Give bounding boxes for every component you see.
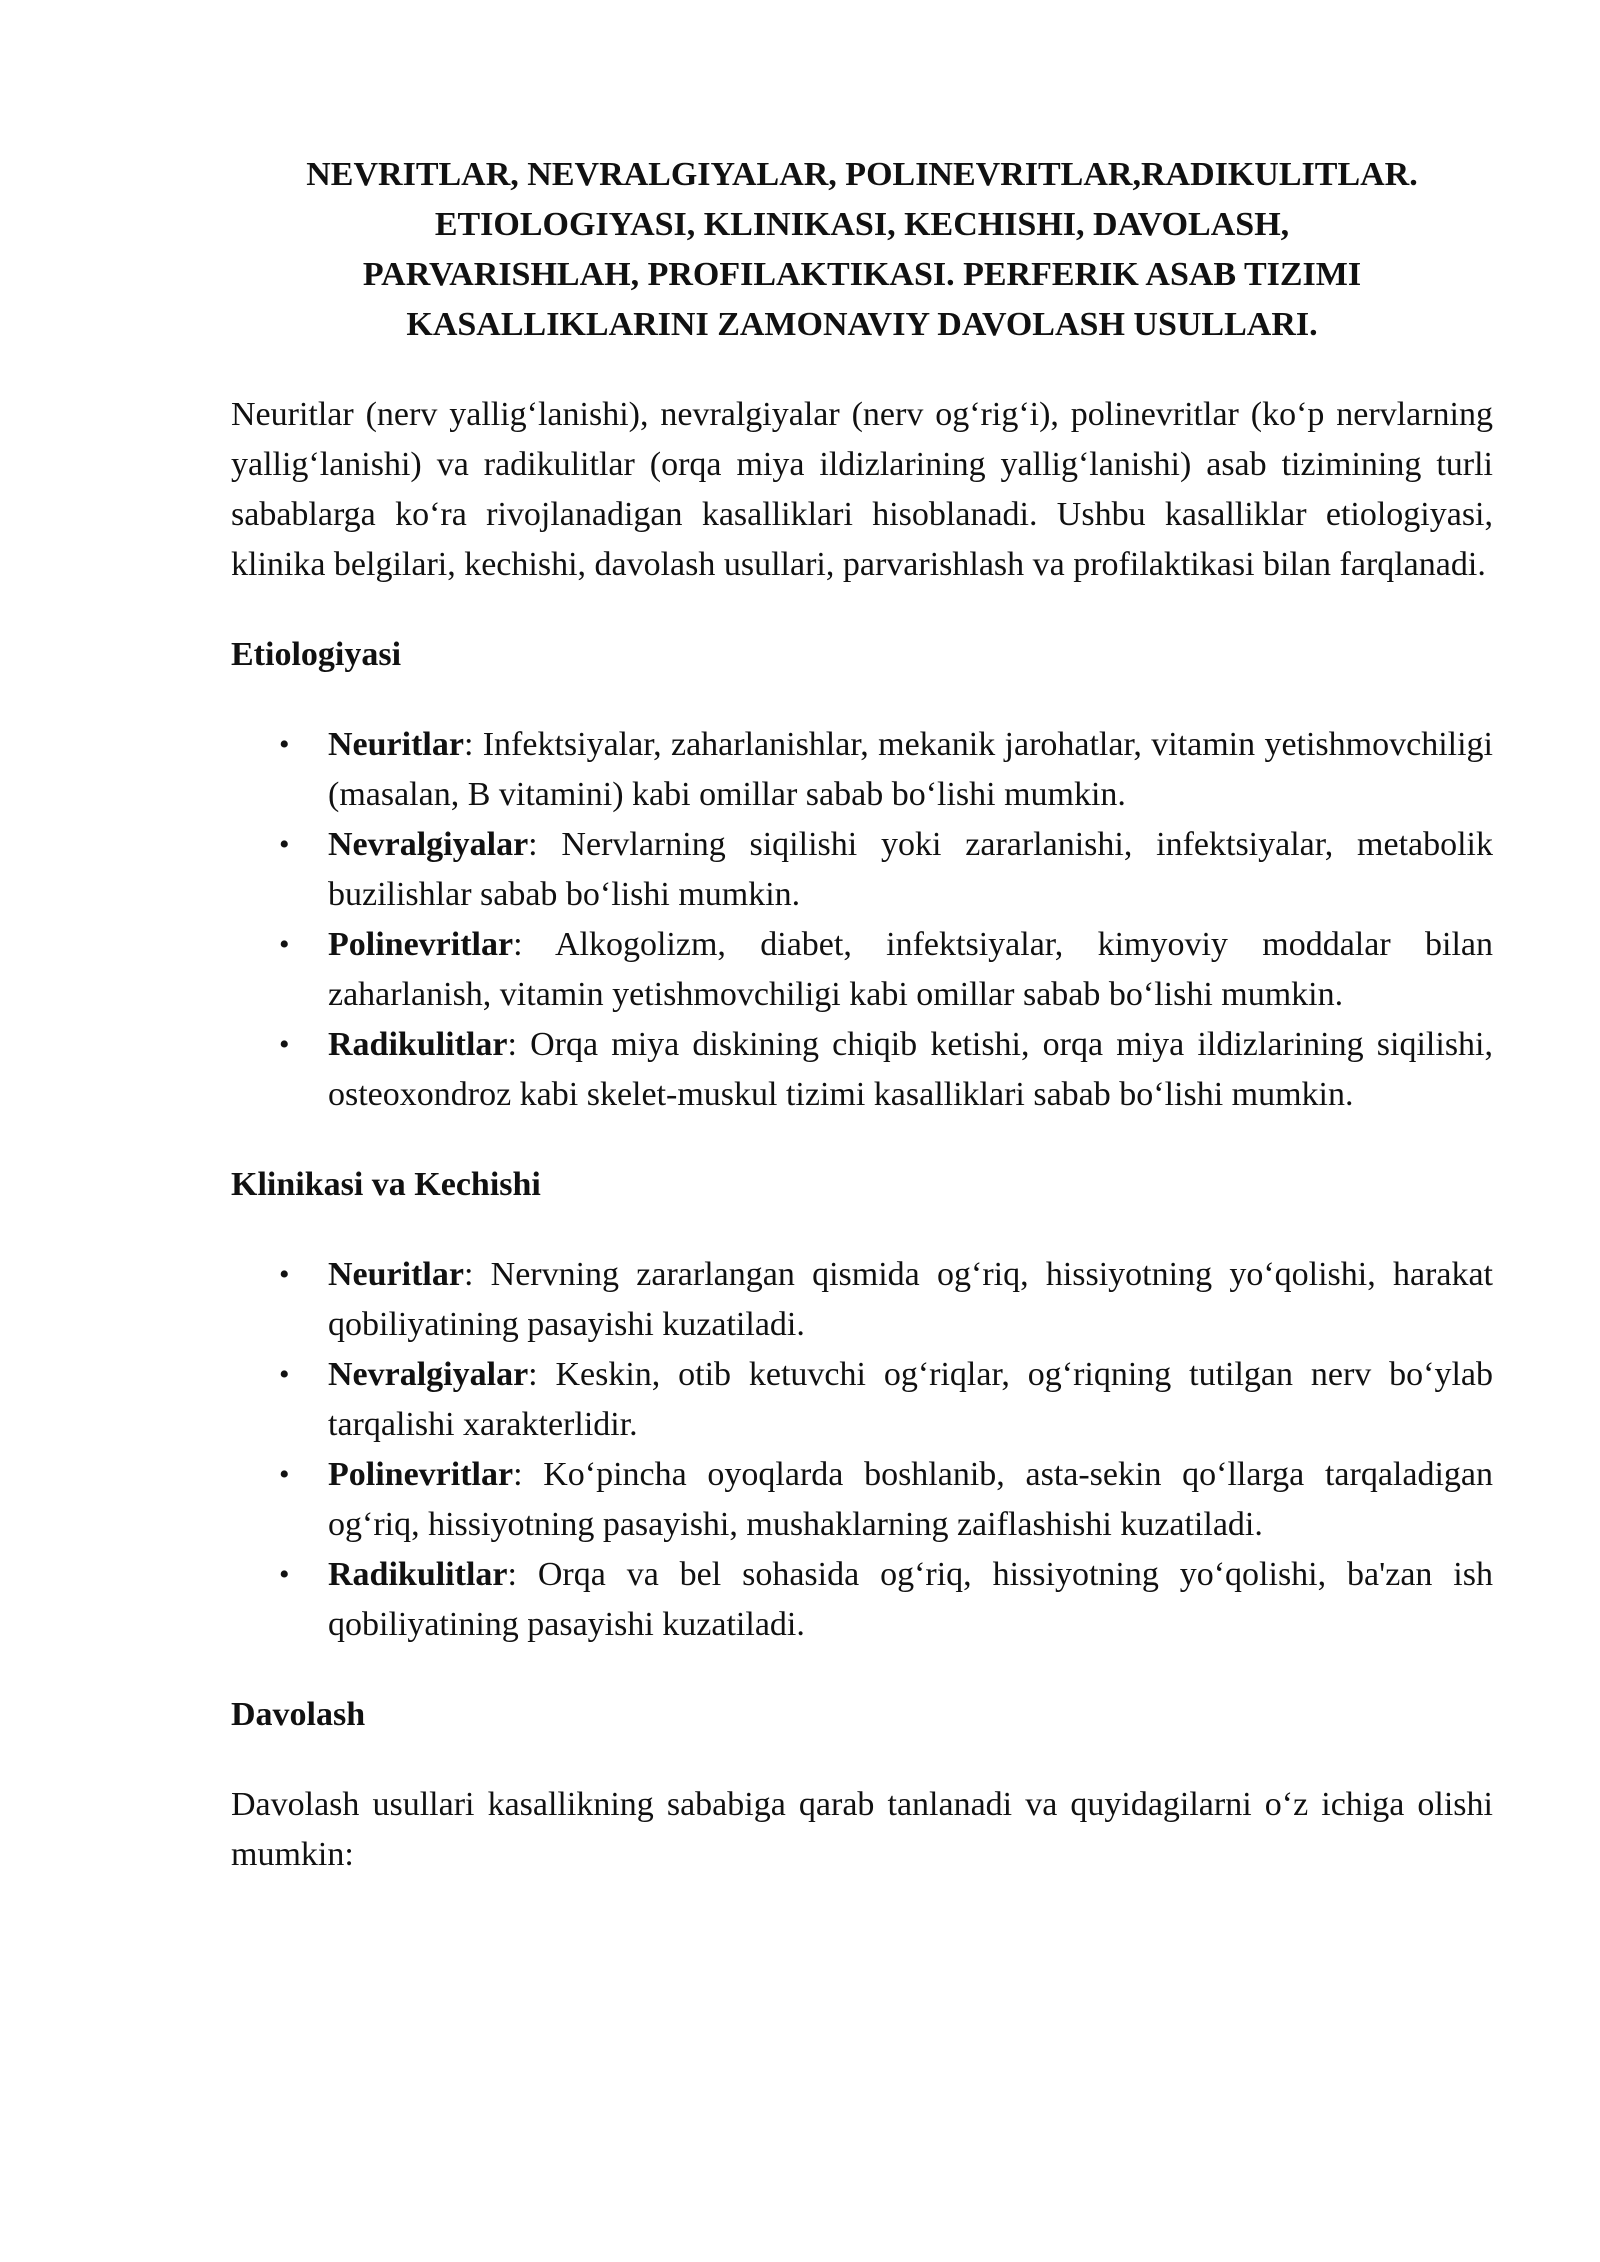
list-item xyxy=(231,1250,1493,1350)
document-title xyxy=(262,150,1462,350)
item-text: : Nervning zararlangan qismida og‘riq, hissiyotning yo‘qolishi, harakat qobiliyatining pasayishi kuzatiladi. xyxy=(328,1256,1493,1343)
item-text: : Orqa miya diskining chiqib ketishi, orqa miya ildizlarining siqilishi, osteoxondroz kabi skelet-muskul tizimi kasalliklari sabab bo‘lishi mumkin. xyxy=(328,1026,1493,1113)
title-line: PARVARISHLAH, PROFILAKTIKASI. PERFERIK ASAB TIZIMI xyxy=(362,256,1362,293)
etiology-heading: Etiologiyasi xyxy=(231,636,402,673)
bullet-icon: • xyxy=(279,1458,290,1491)
list-item xyxy=(231,720,1493,820)
document-page xyxy=(231,150,1493,1880)
intro-paragraph: Neuritlar (nerv yallig‘lanishi), nevralgiyalar (nerv og‘rig‘i), polinevritlar (ko‘p nervlarning yallig‘lanishi) va radikulitlar (orqa miya ildizlarining yallig‘lanishi) asab tizimining turli sabablarga ko‘ra rivojlanadigan kasalliklari hisoblanadi. Ushbu kasalliklar etiologiyasi, klinika belgilari, kechishi, davolash usullari, parvarishlash va profilaktikasi bilan farqlanadi. xyxy=(231,396,1493,583)
clinic-heading: Klinikasi va Kechishi xyxy=(231,1166,541,1203)
bullet-icon: • xyxy=(279,1358,290,1391)
item-text: : Keskin, otib ketuvchi og‘riqlar, og‘riqning tutilgan nerv bo‘ylab tarqalishi xarakterlidir. xyxy=(328,1356,1493,1443)
list-item xyxy=(231,1350,1493,1450)
list-item xyxy=(231,1020,1493,1120)
item-term: Polinevritlar xyxy=(328,926,514,963)
item-text: : Infektsiyalar, zaharlanishlar, mekanik jarohatlar, vitamin yetishmovchiligi (masalan, B vitamini) kabi omillar sabab bo‘lishi mumkin. xyxy=(328,726,1493,813)
item-term: Polinevritlar xyxy=(328,1456,514,1493)
bullet-icon: • xyxy=(279,928,290,961)
item-term: Radikulitlar xyxy=(328,1026,508,1063)
clinic-list xyxy=(231,1250,1493,1650)
item-text: : Nervlarning siqilishi yoki zararlanishi, infektsiyalar, metabolik buzilishlar sabab bo‘lishi mumkin. xyxy=(328,826,1493,913)
treatment-heading: Davolash xyxy=(231,1696,366,1733)
list-item xyxy=(231,820,1493,920)
item-text: : Alkogolizm, diabet, infektsiyalar, kimyoviy moddalar bilan zaharlanish, vitamin yetishmovchiligi kabi omillar sabab bo‘lishi mumkin. xyxy=(328,926,1493,1013)
item-term: Nevralgiyalar xyxy=(328,1356,529,1393)
bullet-icon: • xyxy=(279,1258,290,1291)
list-item xyxy=(231,1450,1493,1550)
item-term: Radikulitlar xyxy=(328,1556,508,1593)
treatment-paragraph: Davolash usullari kasallikning sababiga qarab tanlanadi va quyidagilarni o‘z ichiga olishi mumkin: xyxy=(231,1786,1493,1873)
item-text: : Orqa va bel sohasida og‘riq, hissiyotning yo‘qolishi, ba'zan ish qobiliyatining pasayishi kuzatiladi. xyxy=(328,1556,1493,1643)
etiology-list xyxy=(231,720,1493,1120)
title-line: NEVRITLAR, NEVRALGIYALAR, POLINEVRITLAR,RADIKULITLAR. xyxy=(306,156,1418,193)
item-term: Nevralgiyalar xyxy=(328,826,529,863)
item-text: : Ko‘pincha oyoqlarda boshlanib, asta-sekin qo‘llarga tarqaladigan og‘riq, hissiyotning pasayishi, mushaklarning zaiflashishi kuzatiladi. xyxy=(328,1456,1493,1543)
title-line: ETIOLOGIYASI, KLINIKASI, KECHISHI, DAVOLASH, xyxy=(434,206,1290,243)
item-term: Neuritlar xyxy=(328,1256,464,1293)
list-item xyxy=(231,920,1493,1020)
bullet-icon: • xyxy=(279,728,290,761)
title-line: KASALLIKLARINI ZAMONAVIY DAVOLASH USULLARI. xyxy=(406,306,1318,343)
item-term: Neuritlar xyxy=(328,726,464,763)
bullet-icon: • xyxy=(279,828,290,861)
bullet-icon: • xyxy=(279,1558,290,1591)
bullet-icon: • xyxy=(279,1028,290,1061)
list-item xyxy=(231,1550,1493,1650)
